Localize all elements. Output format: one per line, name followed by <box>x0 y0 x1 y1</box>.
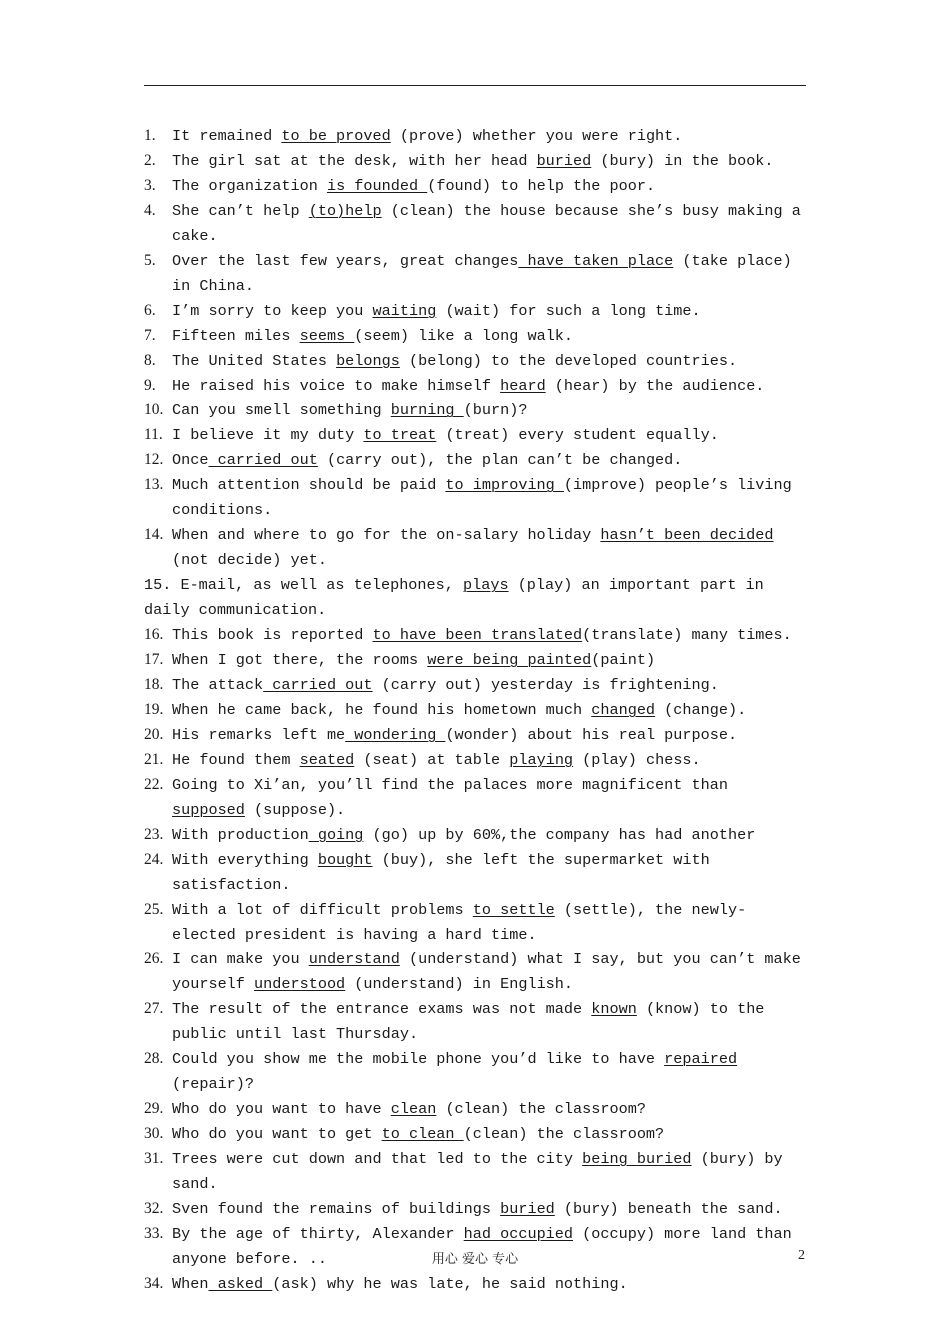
item-number: 11. <box>144 426 163 444</box>
sentence-text: (take place) in China. <box>172 251 792 295</box>
item-number: 34. <box>144 1274 164 1292</box>
answer-text: to clean <box>381 1125 464 1144</box>
sentence-text: (bury) by sand. <box>172 1150 783 1194</box>
sentence-text: It remained <box>172 127 282 145</box>
exercise-item <box>144 398 806 423</box>
answer-text: is founded <box>326 176 428 195</box>
exercise-item <box>144 1097 806 1122</box>
sentence-text: Could you show me the mobile phone you’d like to have <box>172 1050 665 1069</box>
exercise-item <box>144 1272 806 1297</box>
sentence-text: (burn)? <box>463 401 528 420</box>
exercise-item <box>144 1197 806 1222</box>
sentence-text: Much attention should be paid <box>172 476 446 495</box>
sentence-text: (know) to the public until last Thursday. <box>172 1000 765 1044</box>
exercise-item <box>144 523 806 573</box>
exercise-item <box>144 1147 806 1197</box>
header-rule <box>144 85 806 86</box>
answer-text: understand <box>308 950 400 969</box>
item-number: 24. <box>144 850 164 868</box>
answer-text: carried out <box>263 675 373 694</box>
sentence-text: (go) up by 60%,the company has had another <box>363 825 756 844</box>
item-number: 31. <box>144 1150 164 1168</box>
exercise-item <box>144 124 806 149</box>
item-number: 26. <box>144 950 164 968</box>
sentence-text: The result of the entrance exams was not made <box>172 1000 592 1019</box>
item-number: 5. <box>144 251 156 269</box>
sentence-text: Going to Xi’an, you’ll find the palaces more magnificent than <box>172 775 728 794</box>
item-number: 13. <box>144 476 164 494</box>
answer-text: heard <box>500 376 546 395</box>
item-number: 17. <box>144 651 164 669</box>
sentence-text: (clean) the house because she’s busy making a cake. <box>172 201 801 245</box>
answer-text: going <box>308 825 364 844</box>
sentence-text: (wonder) about his real purpose. <box>445 725 738 744</box>
sentence-text: (seem) like a long walk. <box>354 326 574 345</box>
exercise-item <box>144 848 806 898</box>
sentence-text: (understand) in English. <box>345 975 574 994</box>
item-number: 27. <box>144 1000 164 1018</box>
sentence-text: E-mail, as well as telephones, <box>171 576 463 595</box>
exercise-list <box>144 124 806 1297</box>
sentence-text: Can you smell something <box>172 401 391 420</box>
exercise-item <box>144 199 806 249</box>
item-number: 22. <box>144 775 164 793</box>
sentence-text: With everything <box>172 850 318 869</box>
sentence-text: (wait) for such a long time. <box>436 301 701 320</box>
page-number: 2 <box>798 1248 805 1263</box>
answer-text: plays <box>463 576 509 595</box>
answer-text: wondering <box>345 725 446 744</box>
sentence-text: When and where to go for the on-salary holiday <box>172 526 601 545</box>
answer-text: to improving <box>445 476 564 495</box>
sentence-text: Who do you want to get <box>172 1125 382 1144</box>
exercise-item <box>144 898 806 948</box>
exercise-item <box>144 174 806 199</box>
sentence-text: (ask) why he was late, he said nothing. <box>272 1274 628 1293</box>
item-number: 29. <box>144 1100 164 1118</box>
sentence-text: By the age of thirty, Alexander <box>172 1224 464 1243</box>
item-number: 32. <box>144 1199 164 1217</box>
exercise-item <box>144 823 806 848</box>
item-number: 30. <box>144 1125 164 1143</box>
exercise-item <box>144 947 806 997</box>
exercise-item <box>144 573 806 623</box>
answer-text: changed <box>591 700 656 719</box>
exercise-item <box>144 324 806 349</box>
exercise-item <box>144 299 806 324</box>
sentence-text: She can’t help <box>172 201 309 220</box>
sentence-text: When he came back, he found his hometown much <box>172 700 592 719</box>
sentence-text: (repair)? <box>172 1075 255 1094</box>
sentence-text: (paint) <box>591 651 656 670</box>
sentence-text: (understand) what I say, but you can’t make yourself <box>172 950 801 994</box>
item-number: 8. <box>144 351 156 369</box>
sentence-text: I believe it my duty <box>172 426 364 445</box>
item-number: 21. <box>144 750 164 768</box>
answer-text: being buried <box>582 1150 692 1169</box>
sentence-text: (change). <box>655 700 747 719</box>
answer-text: to settle <box>472 900 555 919</box>
sentence-text: The girl sat at the desk, with her head <box>172 151 537 170</box>
exercise-item <box>144 423 806 448</box>
item-number: 3. <box>144 176 156 194</box>
exercise-item <box>144 748 806 773</box>
sentence-text: Over the last few years, great changes <box>172 251 519 270</box>
item-number: 19. <box>144 700 164 718</box>
footer-text: 用心 爱心 专心 <box>431 1252 519 1267</box>
answer-text: (to)help <box>308 201 382 220</box>
answer-text: belongs <box>336 351 400 370</box>
sentence-text: His remarks left me <box>172 725 346 744</box>
sentence-text: I can make you <box>172 950 309 969</box>
answer-text: buried <box>536 151 592 170</box>
exercise-item <box>144 349 806 374</box>
sentence-text: He raised his voice to make himself <box>172 376 501 395</box>
item-number: 12. <box>144 451 164 469</box>
sentence-text: Who do you want to have <box>172 1100 391 1119</box>
exercise-item <box>144 773 806 823</box>
exercise-item <box>144 623 806 648</box>
sentence-text: (clean) the classroom? <box>463 1125 665 1144</box>
exercise-item <box>144 448 806 473</box>
answer-text: asked <box>208 1274 273 1293</box>
exercise-item <box>144 249 806 299</box>
sentence-text: (bury) in the book. <box>591 151 774 170</box>
sentence-text: With production <box>172 825 309 844</box>
answer-text: supposed <box>172 800 245 819</box>
sentence-text: (hear) by the audience. <box>545 376 765 395</box>
sentence-text: I’m sorry to keep you <box>172 301 373 320</box>
exercise-item <box>144 374 806 399</box>
answer-text: known <box>591 1000 637 1019</box>
exercise-item <box>144 673 806 698</box>
answer-text: burning <box>390 401 464 420</box>
answer-text: seated <box>299 750 355 769</box>
answer-text: playing <box>509 750 574 769</box>
exercise-item <box>144 723 806 748</box>
answer-text: were being painted <box>427 651 592 670</box>
sentence-text: (suppose). <box>244 800 346 819</box>
answer-text: clean <box>390 1100 437 1119</box>
sentence-text: (seat) at table <box>354 750 510 769</box>
item-number: 28. <box>144 1050 164 1068</box>
item-number: 20. <box>144 725 164 743</box>
exercise-item <box>144 473 806 523</box>
answer-text: to treat <box>363 426 437 445</box>
sentence-text: (bury) beneath the sand. <box>554 1199 783 1218</box>
sentence-text: When <box>172 1274 209 1293</box>
sentence-text: The attack <box>172 675 264 694</box>
sentence-text: (not decide) yet. <box>172 551 327 570</box>
sentence-text: (carry out) yesterday is frightening. <box>372 675 719 694</box>
sentence-text: He found them <box>172 750 300 769</box>
sentence-text: (improve) people’s living conditions. <box>172 476 792 520</box>
sentence-text: Fifteen miles <box>172 326 300 345</box>
sentence-text: This book is reported <box>172 626 373 645</box>
answer-text: seems <box>299 326 355 345</box>
exercise-item <box>144 1122 806 1147</box>
sentence-text: The United States <box>172 351 337 370</box>
sentence-text: (buy), she left the supermarket with satisfaction. <box>172 850 710 894</box>
sentence-text: When I got there, the rooms <box>172 651 428 670</box>
item-number: 7. <box>144 326 156 344</box>
sentence-text: Once <box>172 451 209 470</box>
sentence-text: The organization <box>172 176 327 195</box>
sentence-text: (translate) many times. <box>582 626 792 645</box>
item-number: 1. <box>144 127 156 144</box>
sentence-text: Sven found the remains of buildings <box>172 1199 501 1218</box>
item-number: 18. <box>144 675 164 693</box>
sentence-text: (prove) whether you were right. <box>390 127 683 145</box>
exercise-item <box>144 149 806 174</box>
sentence-text: (clean) the classroom? <box>436 1100 646 1119</box>
answer-text: bought <box>317 850 373 869</box>
item-number: 2. <box>144 151 156 169</box>
item-number: 9. <box>144 376 156 394</box>
item-number: 6. <box>144 301 156 319</box>
sentence-text: (found) to help the poor. <box>427 176 656 195</box>
sentence-text: (carry out), the plan can’t be changed. <box>317 451 683 470</box>
exercise-item <box>144 997 806 1047</box>
item-number: 14. <box>144 526 164 544</box>
exercise-item <box>144 648 806 673</box>
exercise-item <box>144 698 806 723</box>
item-number: 25. <box>144 900 164 918</box>
item-number: 16. <box>144 626 164 644</box>
answer-text: had occupied <box>463 1224 574 1243</box>
answer-text: carried out <box>208 451 318 470</box>
item-number: 15. <box>144 576 172 595</box>
item-number: 4. <box>144 201 156 219</box>
sentence-text: With a lot of difficult problems <box>172 900 473 919</box>
sentence-text: (settle), the newly-elected president is having a hard time. <box>172 900 747 944</box>
sentence-text: Trees were cut down and that led to the city <box>172 1150 583 1169</box>
sentence-text: (treat) every student equally. <box>436 426 719 445</box>
sentence-text: (play) chess. <box>573 750 701 769</box>
answer-text: hasn’t been decided <box>600 526 774 545</box>
answer-text: buried <box>500 1199 555 1218</box>
answer-text: repaired <box>664 1050 738 1069</box>
answer-text: to have been translated <box>372 626 583 645</box>
answer-text: have taken place <box>518 251 674 270</box>
answer-text: waiting <box>372 301 437 320</box>
answer-text: understood <box>254 975 346 994</box>
item-number: 10. <box>144 401 164 419</box>
sentence-text: (belong) to the developed countries. <box>399 351 738 370</box>
item-number: 23. <box>144 825 164 843</box>
item-number: 33. <box>144 1224 164 1242</box>
exercise-item <box>144 1047 806 1097</box>
sentence-text: (occupy) more land than anyone before. .. <box>172 1224 792 1268</box>
sentence-text: (play) an important part in daily communication. <box>144 576 764 620</box>
answer-text: to be proved <box>281 127 391 145</box>
